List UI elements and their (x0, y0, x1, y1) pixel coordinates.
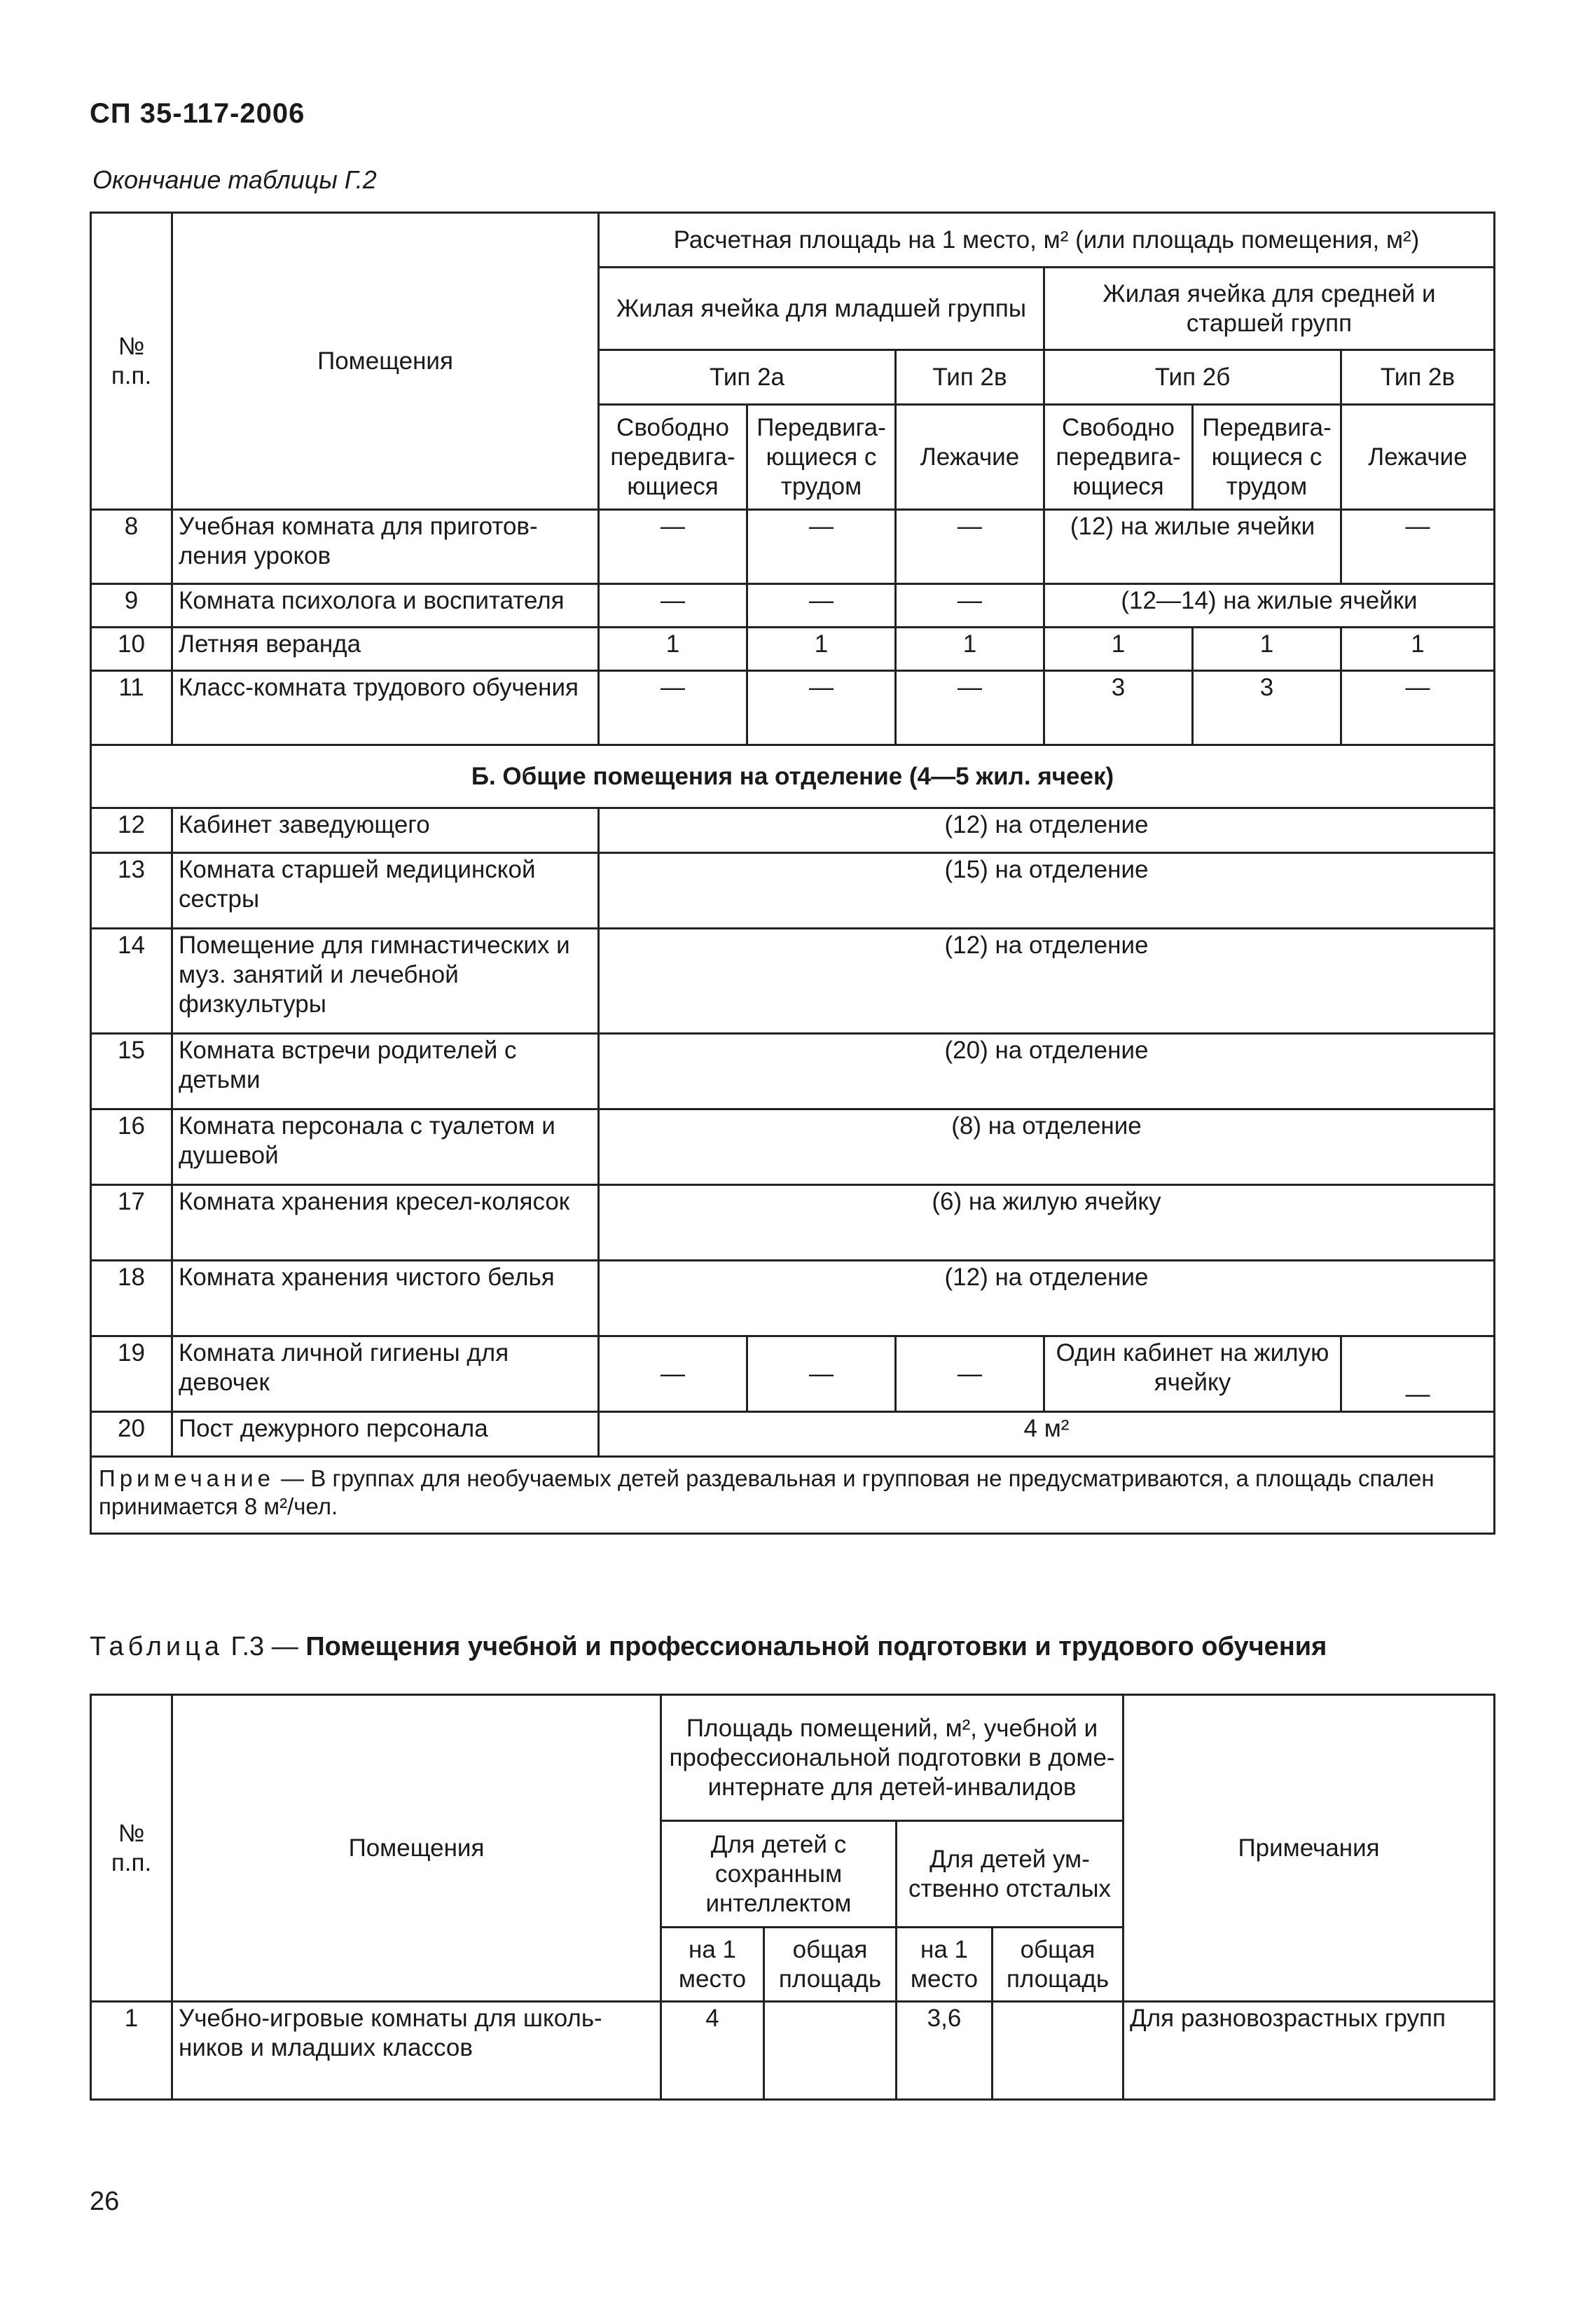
row-number: 9 (91, 584, 172, 628)
group-header-intellect: Для детей с сохранным интеллектом (661, 1821, 897, 1928)
table-row (91, 1109, 1495, 1185)
subheader-free: Свободно передвига-ющиеся (1044, 405, 1193, 510)
row-number: 17 (91, 1185, 172, 1261)
type-header-2v-junior: Тип 2в (896, 350, 1044, 405)
cell-value (993, 2002, 1124, 2100)
row-number: 13 (91, 853, 172, 929)
section-heading-b: Б. Общие помещения на отделение (4—5 жил. ячеек) (91, 745, 1495, 808)
cell-value (764, 2002, 897, 2100)
cell-value-span: (20) на отделение (599, 1034, 1495, 1109)
cell-value-span: (12) на отделение (599, 1261, 1495, 1336)
column-header-rooms: Помещения (172, 1695, 661, 2002)
row-number: 14 (91, 929, 172, 1034)
type-header-2v-senior: Тип 2в (1341, 350, 1495, 405)
cell-value-span: (15) на отделение (599, 853, 1495, 929)
section-row (91, 745, 1495, 808)
room-name: Летняя веранда (172, 628, 599, 671)
column-header-area: Расчетная площадь на 1 место, м² (или площадь помещения, м²) (599, 213, 1495, 268)
cell-value-span: (12) на отделение (599, 808, 1495, 853)
cell-value-span: (6) на жилую ячейку (599, 1185, 1495, 1261)
row-note: Для разновозрастных групп (1124, 2002, 1495, 2100)
room-name: Комната хранения чистого белья (172, 1261, 599, 1336)
cell-value: 1 (1044, 628, 1193, 671)
cell-value: — (1341, 510, 1495, 584)
cell-value: — (747, 584, 896, 628)
subheader-lying: Лежачие (1341, 405, 1495, 510)
table-g3-header-row (91, 1695, 1495, 1821)
table-label: Таблица (90, 1632, 223, 1661)
room-name: Учебно-игровые комнаты для школь-ников и младших классов (172, 2002, 661, 2100)
cell-value: — (1341, 671, 1495, 745)
row-number: 1 (91, 2002, 172, 2100)
cell-value: 3 (1044, 671, 1193, 745)
subheader-total-area: общая площадь (993, 1928, 1124, 2002)
subheader-total-area: общая площадь (764, 1928, 897, 2002)
table-id: Г.3 — (223, 1632, 306, 1661)
cell-value: — (896, 584, 1044, 628)
room-name: Комната хранения кресел-колясок (172, 1185, 599, 1261)
table-g3-heading (90, 1632, 1327, 1662)
note-label: Примечание (99, 1465, 275, 1491)
cell-value-span: (12) на отделение (599, 929, 1495, 1034)
column-header-number: № п.п. (91, 1695, 172, 2002)
column-header-area: Площадь помещений, м², учебной и профессиональной подготовки в доме-интернате для детей-инвалидов (661, 1695, 1124, 1821)
cell-value: 1 (747, 628, 896, 671)
table-row (91, 929, 1495, 1034)
cell-value: — (747, 510, 896, 584)
cell-value: — (599, 510, 747, 584)
room-name: Класс-комната трудового обучения (172, 671, 599, 745)
cell-value: 1 (1193, 628, 1341, 671)
table-row (91, 808, 1495, 853)
subheader-hard: Передвига-ющиеся с трудом (747, 405, 896, 510)
cell-value: — (599, 1336, 747, 1412)
row-number: 16 (91, 1109, 172, 1185)
cell-value: — (896, 510, 1044, 584)
cell-value-span: (12) на жилые ячейки (1044, 510, 1341, 584)
table-row (91, 671, 1495, 745)
subheader-free: Свободно передвига-ющиеся (599, 405, 747, 510)
table-row (91, 1185, 1495, 1261)
cell-value: 1 (1341, 628, 1495, 671)
subheader-lying: Лежачие (896, 405, 1044, 510)
cell-value: — (599, 671, 747, 745)
cell-value: 1 (599, 628, 747, 671)
type-header-2b: Тип 2б (1044, 350, 1341, 405)
table-row (91, 1336, 1495, 1412)
cell-value: — (896, 1336, 1044, 1412)
column-header-notes: Примечания (1124, 1695, 1495, 2002)
table-row (91, 1261, 1495, 1336)
subheader-per-place: на 1 место (661, 1928, 764, 2002)
table-note (91, 1457, 1495, 1534)
cell-value-span: 4 м² (599, 1412, 1495, 1457)
group-header-junior: Жилая ячейка для младшей группы (599, 268, 1044, 350)
cell-value-span: Один кабинет на жилую ячейку (1044, 1336, 1341, 1412)
room-name: Учебная комната для приготов-ления уроков (172, 510, 599, 584)
row-number: 10 (91, 628, 172, 671)
table-row (91, 1034, 1495, 1109)
note-row (91, 1457, 1495, 1534)
type-header-2a: Тип 2а (599, 350, 896, 405)
column-header-number: № п.п. (91, 213, 172, 510)
cell-value: 1 (896, 628, 1044, 671)
table-g3 (90, 1694, 1495, 2101)
cell-value: 4 (661, 2002, 764, 2100)
row-number: 8 (91, 510, 172, 584)
table-row (91, 2002, 1495, 2100)
table-row (91, 853, 1495, 929)
cell-value: — (896, 671, 1044, 745)
cell-value: 3,6 (897, 2002, 993, 2100)
row-number: 12 (91, 808, 172, 853)
column-header-rooms: Помещения (172, 213, 599, 510)
cell-value: — (599, 584, 747, 628)
room-name: Комната личной гигиены для девочек (172, 1336, 599, 1412)
table-row (91, 1412, 1495, 1457)
row-number: 15 (91, 1034, 172, 1109)
row-number: 20 (91, 1412, 172, 1457)
subheader-hard: Передвига-ющиеся с трудом (1193, 405, 1341, 510)
room-name: Комната психолога и воспитателя (172, 584, 599, 628)
room-name: Помещение для гимнастических и муз. занятий и лечебной физкультуры (172, 929, 599, 1034)
subheader-per-place: на 1 место (897, 1928, 993, 2002)
cell-value: — (747, 671, 896, 745)
cell-value-span: (12—14) на жилые ячейки (1044, 584, 1495, 628)
cell-value: — (747, 1336, 896, 1412)
cell-value: — (1341, 1336, 1495, 1412)
table-title: Помещения учебной и профессиональной подготовки и трудового обучения (305, 1632, 1327, 1661)
group-header-senior: Жилая ячейка для средней и старшей групп (1044, 268, 1495, 350)
room-name: Комната встречи родителей с детьми (172, 1034, 599, 1109)
row-number: 19 (91, 1336, 172, 1412)
row-number: 11 (91, 671, 172, 745)
group-header-retarded: Для детей ум-ственно отсталых (897, 1821, 1124, 1928)
table-g2-header-row (91, 213, 1495, 268)
room-name: Пост дежурного персонала (172, 1412, 599, 1457)
table-row (91, 584, 1495, 628)
cell-value-span: (8) на отделение (599, 1109, 1495, 1185)
room-name: Комната персонала с туалетом и душевой (172, 1109, 599, 1185)
row-number: 18 (91, 1261, 172, 1336)
cell-value: 3 (1193, 671, 1341, 745)
table-g2 (90, 212, 1495, 1535)
room-name: Комната старшей медицинской сестры (172, 853, 599, 929)
table-row (91, 510, 1495, 584)
room-name: Кабинет заведующего (172, 808, 599, 853)
table-continuation-caption: Окончание таблицы Г.2 (92, 165, 377, 194)
document-code: СП 35-117-2006 (90, 98, 305, 129)
note-text: — В группах для необучаемых детей раздевальная и групповая не предусматриваются, а площадь спален принимается 8 м²/чел. (99, 1465, 1435, 1519)
page-number: 26 (90, 2187, 120, 2216)
table-row (91, 628, 1495, 671)
